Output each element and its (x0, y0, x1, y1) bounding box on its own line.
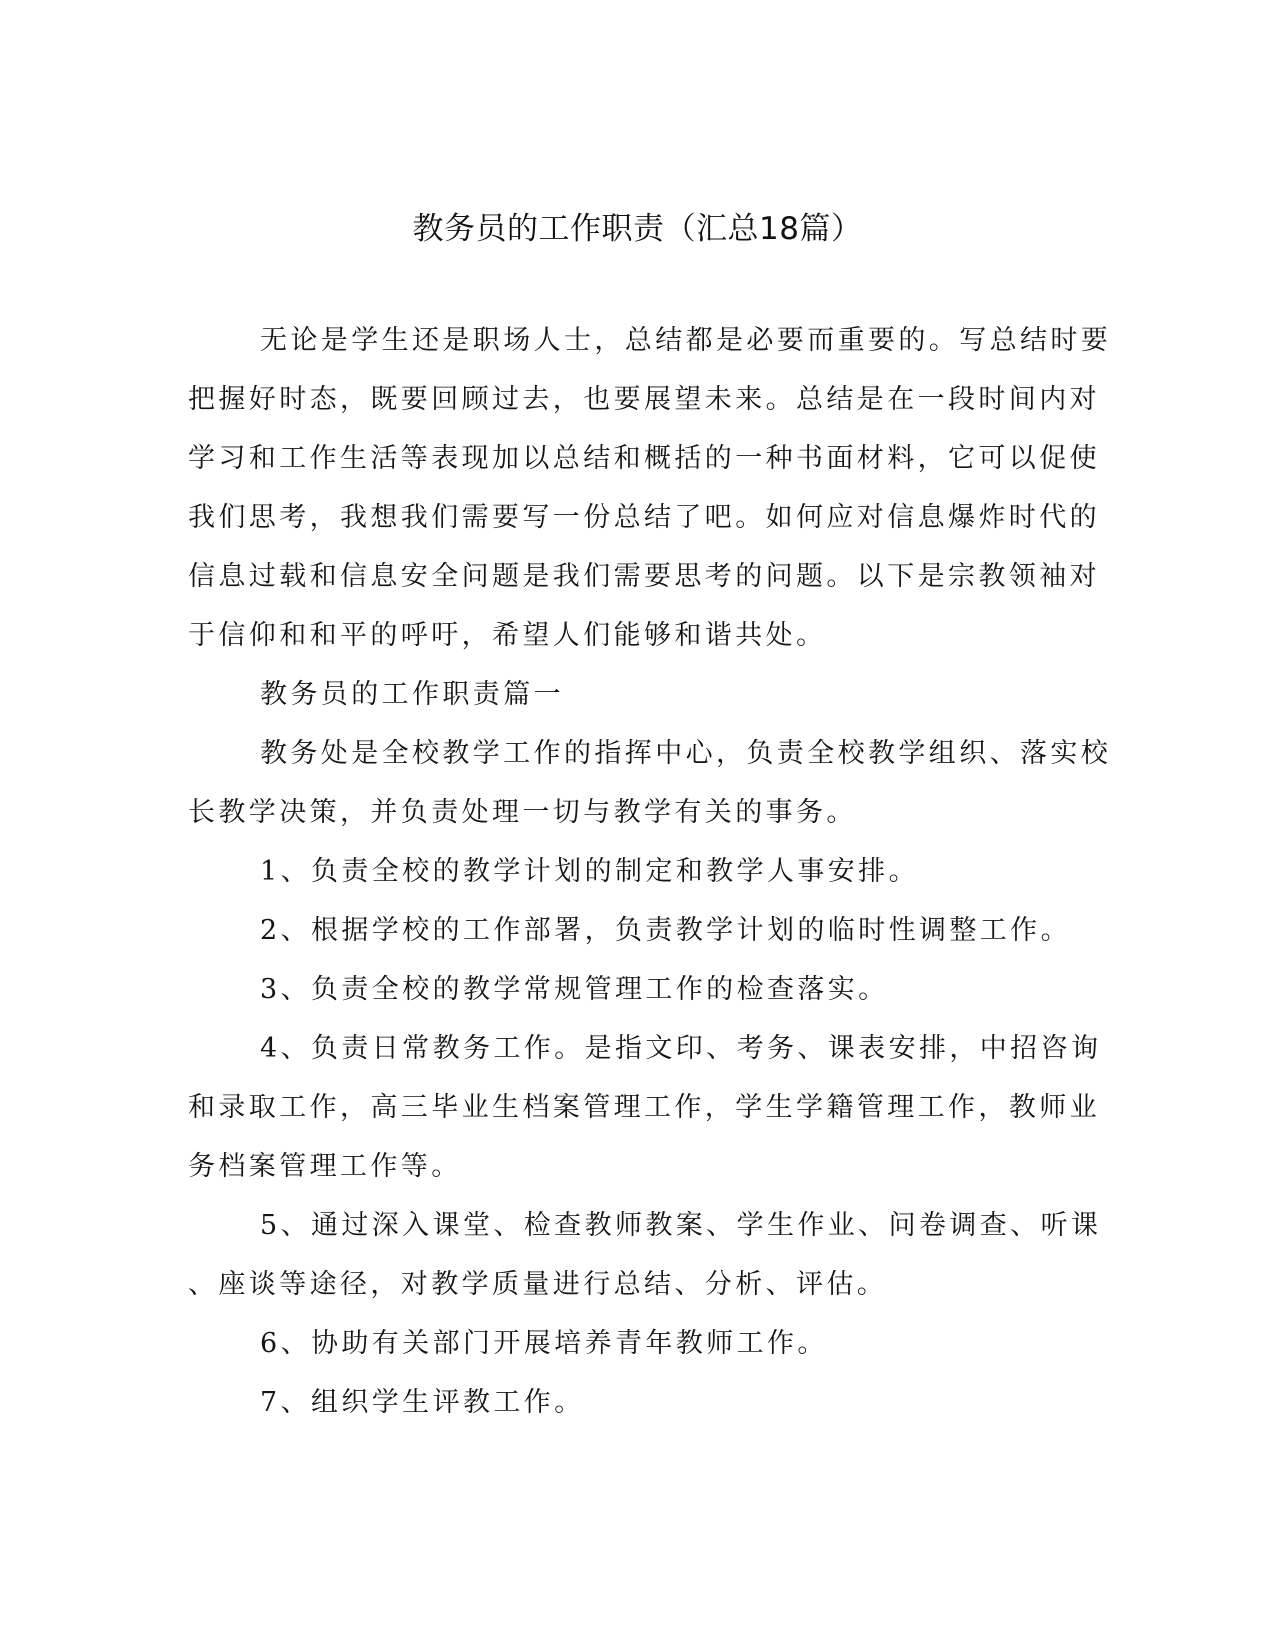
paragraph-line: 长教学决策，并负责处理一切与教学有关的事务。 (188, 797, 857, 828)
paragraph-line: 教务处是全校教学工作的指挥中心，负责全校教学组织、落实校 (260, 738, 1112, 769)
list-item: 3、负责全校的教学常规管理工作的检查落实。 (260, 974, 889, 1005)
list-item: 4、负责日常教务工作。是指文印、考务、课表安排，中招咨询 (260, 1033, 1102, 1064)
paragraph-line: 学习和工作生活等表现加以总结和概括的一种书面材料，它可以促使 (188, 443, 1100, 474)
list-item: 5、通过深入课堂、检查教师教案、学生作业、问卷调查、听课 (260, 1210, 1102, 1241)
list-item-continuation: 务档案管理工作等。 (188, 1151, 462, 1182)
list-item: 2、根据学校的工作部署，负责教学计划的临时性调整工作。 (260, 915, 1071, 946)
list-item: 1、负责全校的教学计划的制定和教学人事安排。 (260, 856, 919, 887)
paragraph-line: 我们思考，我想我们需要写一份总结了吧。如何应对信息爆炸时代的 (188, 502, 1100, 533)
paragraph-line: 把握好时态，既要回顾过去，也要展望未来。总结是在一段时间内对 (188, 384, 1100, 415)
list-item: 6、协助有关部门开展培养青年教师工作。 (260, 1328, 828, 1359)
section-heading: 教务员的工作职责篇一 (260, 679, 564, 710)
list-item: 7、组织学生评教工作。 (260, 1387, 585, 1418)
list-item-continuation: 、座谈等途径，对教学质量进行总结、分析、评估。 (188, 1269, 888, 1300)
paragraph-line: 无论是学生还是职场人士，总结都是必要而重要的。写总结时要 (260, 325, 1112, 356)
list-item-continuation: 和录取工作，高三毕业生档案管理工作，学生学籍管理工作，教师业 (188, 1092, 1100, 1123)
paragraph-line: 信息过载和信息安全问题是我们需要思考的问题。以下是宗教领袖对 (188, 561, 1100, 592)
document-title: 教务员的工作职责（汇总18篇） (412, 211, 863, 247)
paragraph-line: 于信仰和和平的呼吁，希望人们能够和谐共处。 (188, 620, 827, 651)
